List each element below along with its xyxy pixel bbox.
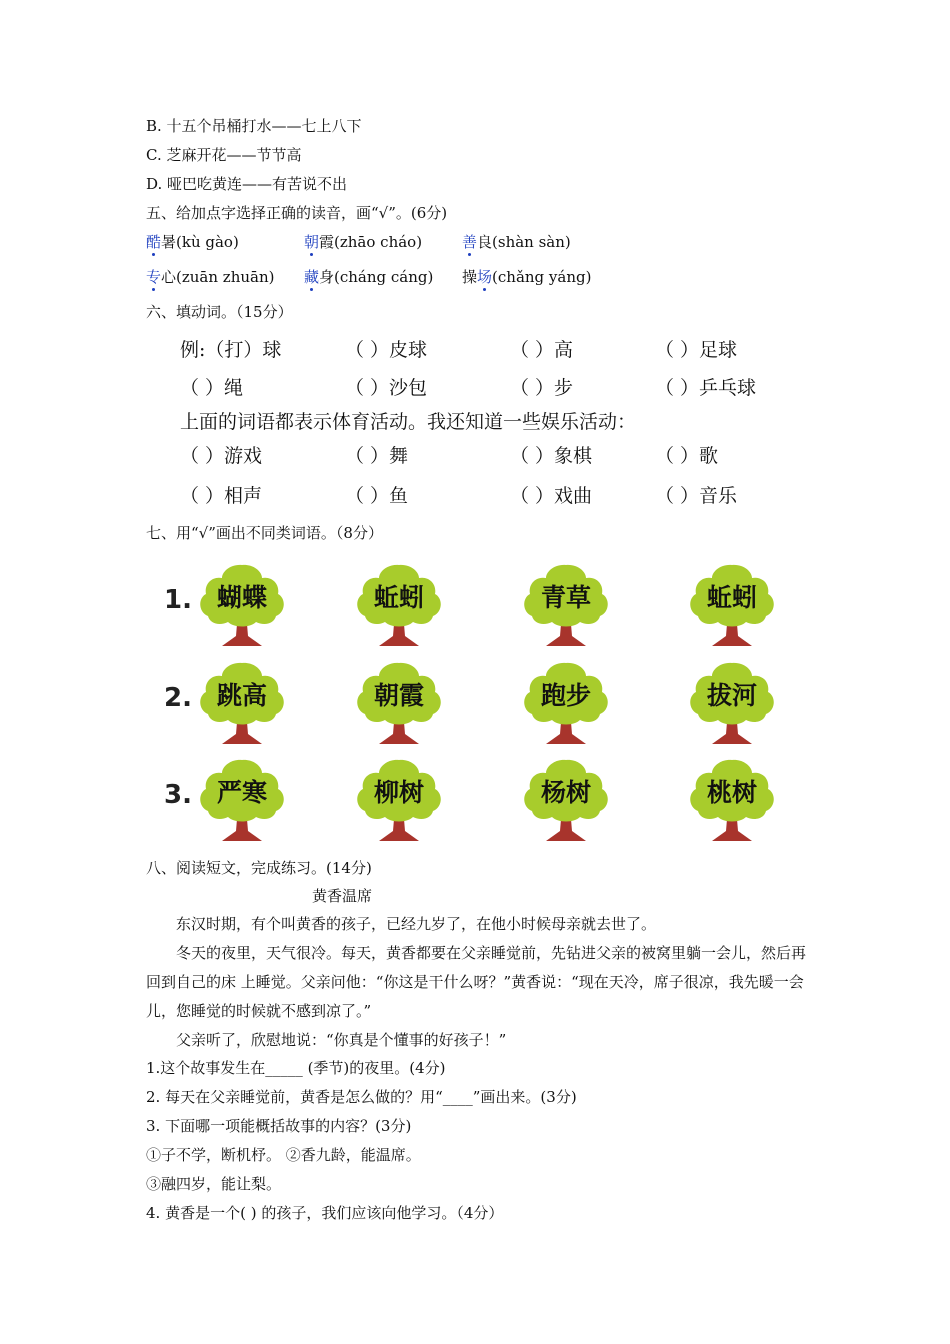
- dotted-char: 朝: [304, 233, 320, 251]
- word-tree[interactable]: [192, 560, 292, 648]
- word-tree[interactable]: [682, 658, 782, 746]
- section8-title: 八、阅读短文，完成练习。(14分): [146, 859, 372, 877]
- pinyin-item: [146, 267, 274, 287]
- verb-cell: （ ）游戏: [180, 445, 263, 467]
- verb-cell: （ ）足球: [655, 339, 738, 361]
- pinyin-options: 心(zuān zhuān): [161, 268, 275, 286]
- verb-cell: （ ）步: [510, 377, 574, 399]
- dotted-char: 酷: [146, 233, 162, 251]
- option-b: B. 十五个吊桶打水——七上八下: [146, 117, 362, 135]
- pinyin-item: [462, 267, 591, 287]
- pinyin-item: [304, 267, 433, 287]
- option-d: D. 哑巴吃黄连——有苦说不出: [146, 175, 348, 193]
- dotted-char: 善: [462, 233, 478, 251]
- tree-row-number: 2.: [164, 683, 192, 713]
- plain-char: 操: [462, 268, 478, 286]
- verb-cell: （ ）高: [510, 339, 574, 361]
- verb-cell: （ ）舞: [345, 445, 409, 467]
- tree-word: 拔河: [706, 681, 757, 710]
- pinyin-item: [146, 232, 239, 252]
- question-3-options: ①子不学，断机杼。 ②香九龄，能温席。: [146, 1146, 421, 1164]
- pinyin-options: 暑(kù gào): [161, 233, 239, 251]
- dotted-char: 专: [146, 268, 162, 286]
- tree-word: 柳树: [373, 778, 424, 807]
- section5-title: 五、给加点字选择正确的读音，画“√”。(6分): [146, 204, 448, 222]
- question-3: 3. 下面哪一项能概括故事的内容？(3分): [146, 1117, 412, 1135]
- tree-word: 杨树: [540, 778, 591, 807]
- tree-word: 蚯蚓: [706, 583, 757, 612]
- tree-word: 桃树: [706, 778, 757, 807]
- verb-note: 上面的词语都表示体育活动。我还知道一些娱乐活动：: [180, 411, 637, 433]
- pinyin-item: [304, 232, 422, 252]
- story-paragraph: 冬天的夜里，天气很冷。每天，黄香都要在父亲睡觉前，先钻进父亲的被窝里躺一会儿，然后再回到自己的床 上睡觉。父亲问他：“你这是干什么呀？”黄香说：“现在天冷，席子很凉，我先暖一会儿，您睡觉的时候就不感到凉了。”: [146, 944, 807, 1020]
- section6-title: 六、填动词。（15分）: [146, 303, 293, 321]
- verb-cell: （ ）戏曲: [510, 485, 593, 507]
- word-tree[interactable]: [682, 755, 782, 843]
- verb-cell: （ ）歌: [655, 445, 719, 467]
- verb-cell: 例:（打）球: [180, 339, 282, 361]
- story-paragraph: 父亲听了，欣慰地说：“你真是个懂事的好孩子！”: [176, 1031, 507, 1049]
- pinyin-options: (chǎng yáng): [492, 268, 592, 286]
- story-paragraph: 东汉时期，有个叫黄香的孩子，已经九岁了，在他小时候母亲就去世了。: [176, 915, 657, 933]
- verb-cell: （ ）象棋: [510, 445, 593, 467]
- pinyin-item: [462, 232, 571, 252]
- word-tree[interactable]: [516, 658, 616, 746]
- dotted-char: 藏: [304, 268, 320, 286]
- tree-word: 蚯蚓: [373, 583, 424, 612]
- tree-row-number: 1.: [164, 585, 192, 615]
- pinyin-options: 良(shàn sàn): [477, 233, 571, 251]
- question-4: 4. 黄香是一个( ) 的孩子，我们应该向他学习。（4分）: [146, 1204, 504, 1222]
- tree-word: 跳高: [216, 681, 267, 710]
- word-tree[interactable]: [516, 755, 616, 843]
- word-tree[interactable]: [192, 755, 292, 843]
- tree-row-number: 3.: [164, 780, 192, 810]
- pinyin-options: 霞(zhāo cháo): [319, 233, 423, 251]
- verb-cell: （ ）皮球: [345, 339, 428, 361]
- verb-cell: （ ）乒乓球: [655, 377, 757, 399]
- word-tree[interactable]: [349, 658, 449, 746]
- question-1: 1.这个故事发生在_____ (季节)的夜里。(4分): [146, 1059, 446, 1077]
- dotted-char: 场: [477, 268, 493, 286]
- tree-word: 严寒: [216, 778, 267, 807]
- section7-title: 七、用“√”画出不同类词语。（8分）: [146, 524, 383, 542]
- pinyin-options: 身(cháng cáng): [319, 268, 434, 286]
- option-c: C. 芝麻开花——节节高: [146, 146, 302, 164]
- verb-cell: （ ）音乐: [655, 485, 738, 507]
- tree-word: 蝴蝶: [216, 583, 267, 612]
- verb-cell: （ ）相声: [180, 485, 263, 507]
- tree-word: 青草: [540, 583, 591, 612]
- tree-word: 朝霞: [373, 681, 424, 710]
- story-title: 黄香温席: [312, 887, 373, 905]
- verb-cell: （ ）沙包: [345, 377, 428, 399]
- tree-word: 跑步: [540, 681, 591, 710]
- verb-cell: （ ）鱼: [345, 485, 409, 507]
- word-tree[interactable]: [349, 755, 449, 843]
- word-tree[interactable]: [349, 560, 449, 648]
- word-tree[interactable]: [192, 658, 292, 746]
- verb-cell: （ ）绳: [180, 377, 244, 399]
- word-tree[interactable]: [516, 560, 616, 648]
- word-tree[interactable]: [682, 560, 782, 648]
- question-3-options: ③融四岁，能让梨。: [146, 1175, 282, 1193]
- question-2: 2. 每天在父亲睡觉前，黄香是怎么做的？用“____”画出来。(3分): [146, 1088, 577, 1106]
